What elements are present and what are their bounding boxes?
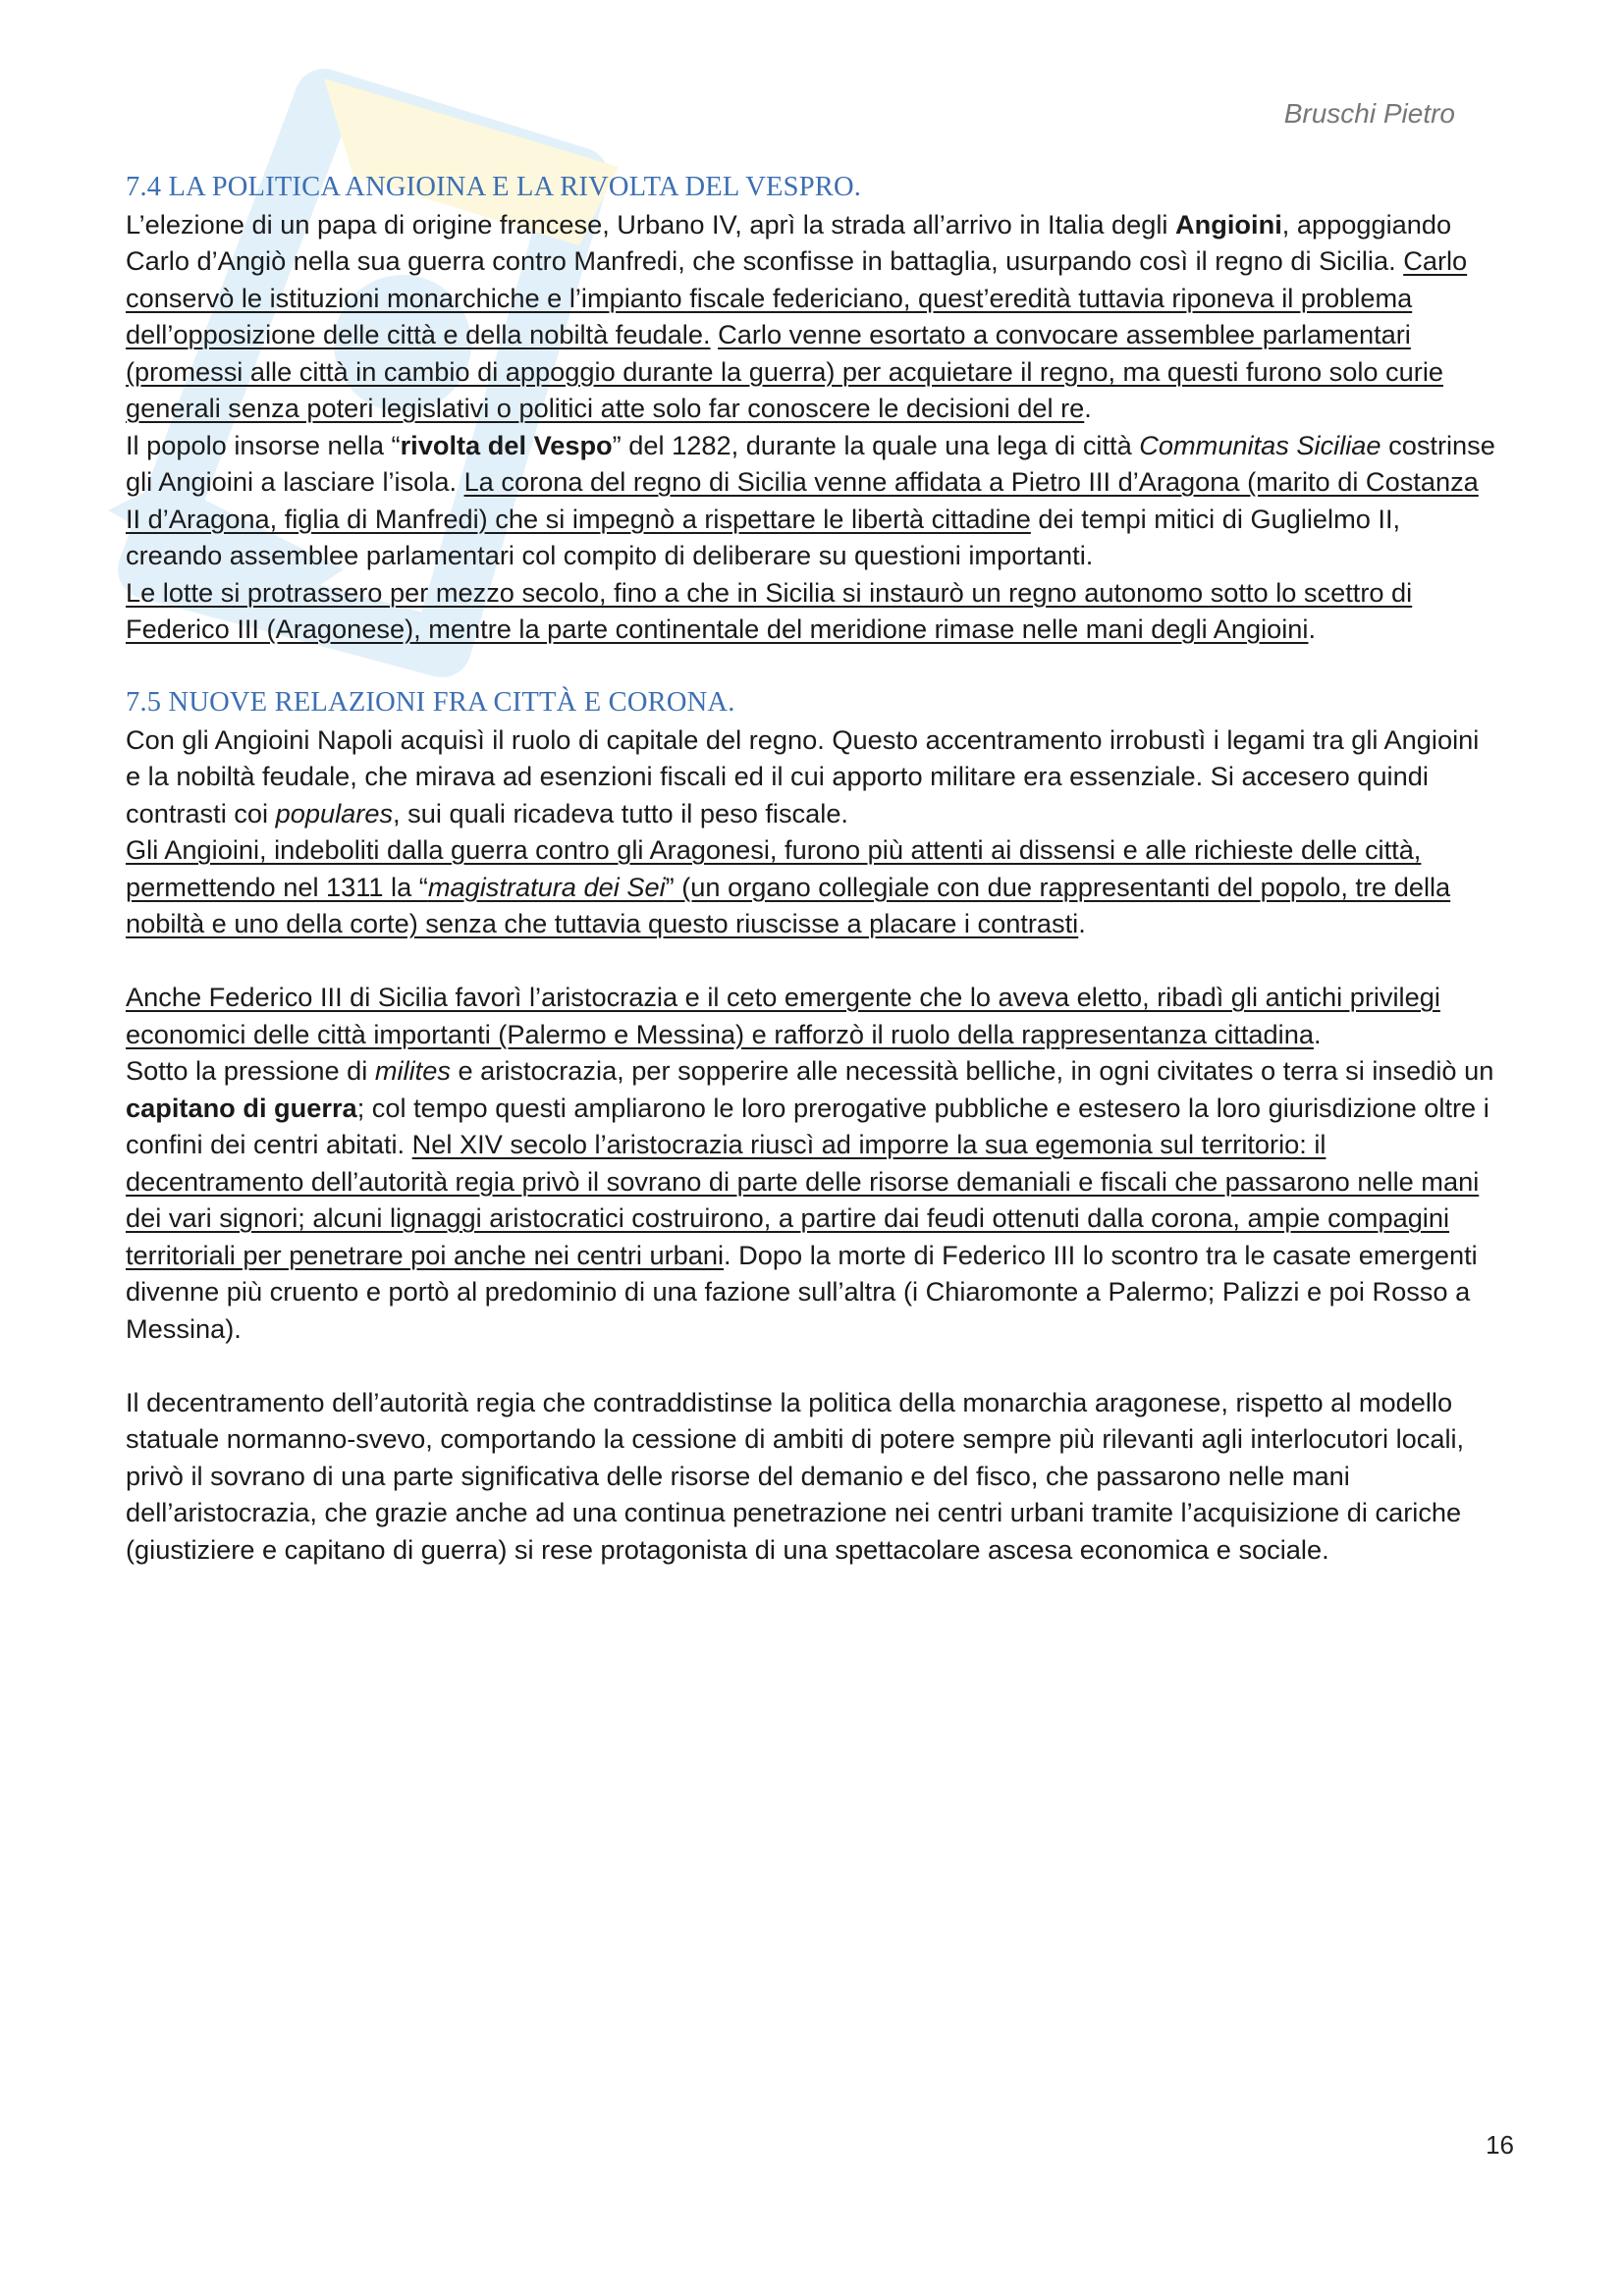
page-number: 16 [1486, 2130, 1514, 2160]
paragraph: Il popolo insorse nella “rivolta del Vespo” del 1282, durante la quale una lega di città Communitas Siciliae costrinse gli Angioini a lasciare l’isola. La corona del regno di Sicilia venne affidata a Pietro III d’Aragona (marito di Costanza II d’Aragona, figlia di Manfredi) che si impegnò a rispettare le libertà cittadine dei tempi mitici di Guglielmo II, creando assemblee parlamentari col compito di deliberare su questioni importanti. [126, 429, 1495, 570]
paragraph: Gli Angioini, indeboliti dalla guerra contro gli Aragonesi, furono più attenti ai dissensi e alle richieste delle città, permettendo nel 1311 la “magistratura dei Sei” (un organo collegiale con due rappresentanti del popolo, tre della nobiltà e uno della corte) senza che tuttavia questo riuscisse a placare i contrasti. [126, 834, 1451, 938]
paragraph: Con gli Angioini Napoli acquisì il ruolo di capitale del regno. Questo accentramento irrobustì i legami tra gli Angioini e la nobiltà feudale, che mirava ad esenzioni fiscali ed il cui apporto militare era essenziale. Si accesero quindi contrasti coi populares, sui quali ricadeva tutto il peso fiscale. [126, 723, 1480, 828]
section-title: 7.5 NUOVE RELAZIONI FRA CITTÀ E CORONA. [126, 687, 735, 718]
document-body [126, 169, 1500, 1568]
paragraph: Sotto la pressione di milites e aristocrazia, per sopperire alle necessità belliche, in ogni civitates o terra si insediò un capitano di guerra; col tempo questi ampliarono le loro prerogative pubbliche e estesero la loro giurisdizione oltre i confini dei centri abitati. Nel XIV secolo l’aristocrazia riuscì ad imporre la sua egemonia sul territorio: il decentramento dell’autorità regia privò il sovrano di parte delle risorse demaniali e fiscali che passarono nelle mani dei vari signori; alcuni lignaggi aristocratici costruirono, a partire dai feudi ottenuti dalla corona, ampie compagini territoriali per penetrare poi anche nei centri urbani. Dopo la morte di Federico III lo scontro tra le casate emergenti divenne più cruento e portò al predominio di una fazione sull’altra (i Chiaromonte a Palermo; Palizzi e poi Rosso a Messina). [126, 1055, 1494, 1344]
header-author: Bruschi Pietro [1283, 98, 1455, 129]
paragraph: Il decentramento dell’autorità regia che contraddistinse la politica della monarchia aragonese, rispetto al modello statuale normanno-svevo, comportando la cessione di ambiti di potere sempre più rilevanti agli interlocutori locali, privò il sovrano di una parte significativa delle risorse del demanio e del fisco, che passarono nelle mani dell’aristocrazia, che grazie anche ad una continua penetrazione nei centri urbani tramite l’acquisizione di cariche (giustiziere e capitano di guerra) si rese protagonista di una spettacolare ascesa economica e sociale. [126, 1386, 1465, 1565]
section-title: 7.4 LA POLITICA ANGIOINA E LA RIVOLTA DEL VESPRO. [126, 172, 862, 202]
paragraph: L’elezione di un papa di origine francese, Urbano IV, aprì la strada all’arrivo in Italia degli Angioini, appoggiando Carlo d’Angiò nella sua guerra contro Manfredi, che sconfisse in battaglia, usurpando così il regno di Sicilia. Carlo conservò le istituzioni monarchiche e l’impianto fiscale federiciano, quest’eredità tuttavia riponeva il problema dell’opposizione delle città e della nobiltà feudale. Carlo venne esortato a convocare assemblee parlamentari (promessi alle città in cambio di appoggio durante la guerra) per acquietare il regno, ma questi furono solo curie generali senza poteri legislativi o politici atte solo far conoscere le decisioni del re. [126, 208, 1468, 423]
paragraph: Anche Federico III di Sicilia favorì l’aristocrazia e il ceto emergente che lo aveva eletto, ribadì gli antichi privilegi economici delle città importanti (Palermo e Messina) e rafforzò il ruolo della rappresentanza cittadina. [126, 982, 1440, 1049]
paragraph: Le lotte si protrassero per mezzo secolo, fino a che in Sicilia si instaurò un regno autonomo sotto lo scettro di Federico III (Aragonese), mentre la parte continentale del meridione rimase nelle mani degli Angioini. [126, 576, 1413, 644]
